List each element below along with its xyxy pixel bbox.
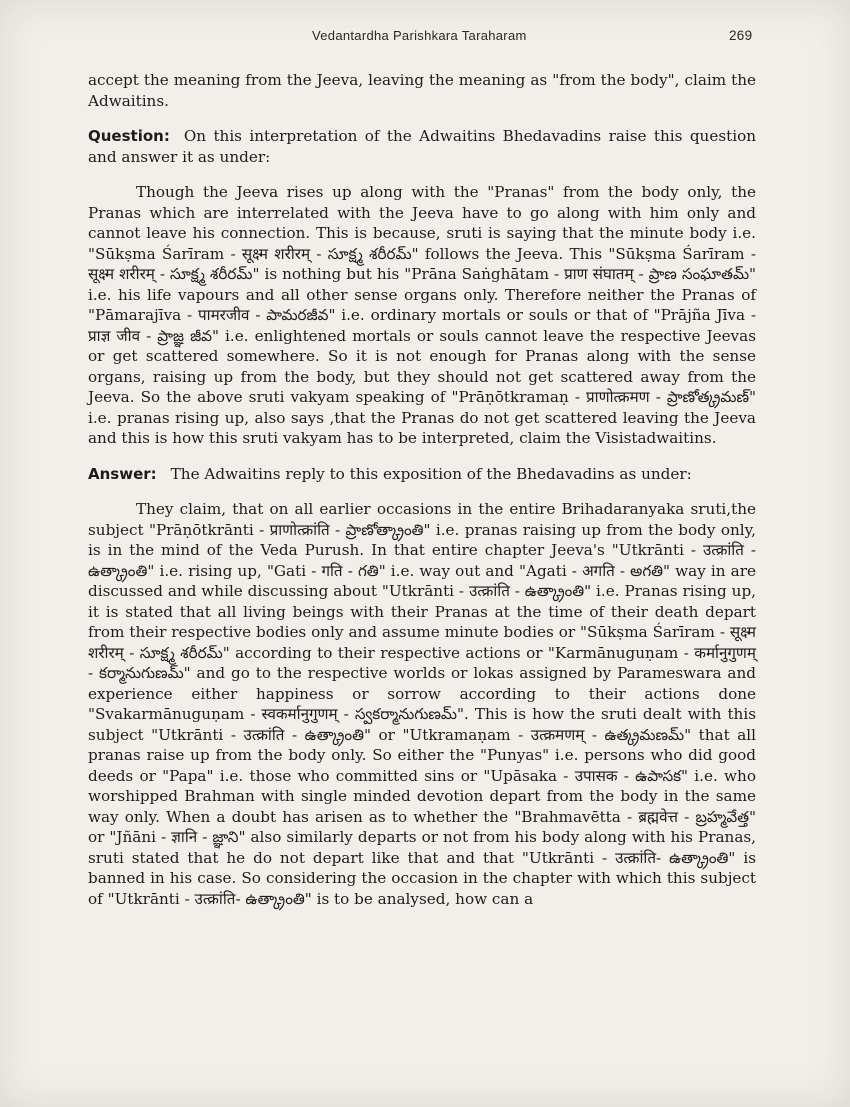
book-title: Vedantardha Parishkara Taraharam [312,28,527,43]
question-text: On this interpretation of the Adwaitins Bhedavadins raise this question and answer it as under: [88,127,756,166]
page-body [88,70,756,909]
adwaita-reply-paragraph: They claim, that on all earlier occasions in the entire Brihadaranyaka sruti,the subject "Prāṇōtkrānti - प्राणोत्क्रांति - ప్రాణోత్క్రాంతి" i.e. pranas raising up from the body only, is in the mind of the Veda Purush. In that entire chapter Jeeva's "Utkrānti - उत्क्रांति - ఉత్క్రాంతి" i.e. rising up, "Gati - गति - గతి" i.e. way out and "Agati - अगति - అగతి" way in are discussed and while discussing about "Utkrānti - उत्क्रांति - ఉత్క్రాంతి" i.e. Pranas rising up, it is stated that all living beings with their Pranas at the time of their death depart from their respective bodies only and assume minute bodies or "Sūkṣma Śarīram - सूक्ष्म शरीरम् - సూక్ష్మ శరీరమ్" according to their respective actions or "Karmānuguṇam - कर्मानुगुणम् - కర్మానుగుణమ్" and go to the respective worlds or lokas assigned by Parameswara and experience either happiness or sorrow according to their actions done "Svakarmānuguṇam - स्वकर्मानुगुणम् - స్వకర్మానుగుణమ్". This is how the sruti dealt with this subject "Utkrānti - उत्क्रांति - ఉత్క్రాంతి" or "Utkramaṇam - उत्क्रमणम् - ఉత్క్రమణమ్" that all pranas raise up from the body only. So either the "Punyas" i.e. persons who did good deeds or "Papa" i.e. those who committed sins or "Upāsaka - उपासक - ఉపాసక" i.e. who worshipped Brahman with single minded devotion depart from the body in the same way only. When a doubt has arisen as to whether the "Brahmavētta - ब्रह्मवेत्त - బ్రహ్మవేత్త" or "Jñāni - ज्ञानि - జ్ఞాని" also similarly departs or not from his body along with his Pranas, sruti stated that he do not depart like that and that "Utkrānti - उत्क्रांति- ఉత్క్రాంతి" is banned in his case. So considering the occasion in the chapter with which this subject of "Utkrānti - उत्क्रांति- ఉత్క్రాంతి" is to be analysed, how can a [88,500,756,908]
question-paragraph [88,126,756,167]
question-label: Question: [88,127,170,145]
running-header [0,26,850,46]
answer-label: Answer: [88,464,157,483]
visistadwaita-argument-paragraph: Though the Jeeva rises up along with the "Pranas" from the body only, the Pranas which are interrelated with the Jeeva have to go along with him only and cannot leave his connection. This is because, sruti is saying that the minute body i.e. "Sūkṣma Śarīram - सूक्ष्म शरीरम् - సూక్ష్మ శరీరమ్" follows the Jeeva. This "Sūkṣma Śarīram - सूक्ष्म शरीरम् - సూక్ష్మ శరీరమ్" is nothing but his "Prāna Saṅghātam - प्राण संघातम् - ప్రాణ సంఘాతమ్" i.e. his life vapours and all other sense organs only. Therefore neither the Pranas of "Pāmarajīva - पामरजीव - పామరజీవ" i.e. ordinary mortals or souls or that of "Prājña Jīva - प्राज्ञ जीव - ప్రాజ్ఞ జీవ" i.e. enlightened mortals or souls cannot leave the respective Jeevas or get scattered somewhere. So it is not enough for Pranas along with the sense organs, raising up from the body, but they should not get scattered away from the Jeeva. So the above sruti vakyam speaking of "Prāṇōtkramaṇ - प्राणोत्क्रमण - ప్రాణోత్క్రమణ్" i.e. pranas rising up, also says ,that the Pranas do not get scattered leaving the Jeeva and this is how this sruti vakyam has to be interpreted, claim the Visistadwaitins. [88,183,756,447]
answer-paragraph [88,464,756,485]
page-number: 269 [729,28,753,43]
paragraph-continuation: accept the meaning from the Jeeva, leaving the meaning as "from the body", claim the Adwaitins. [88,71,756,110]
answer-text: The Adwaitins reply to this exposition of the Bhedavadins as under: [170,464,692,483]
